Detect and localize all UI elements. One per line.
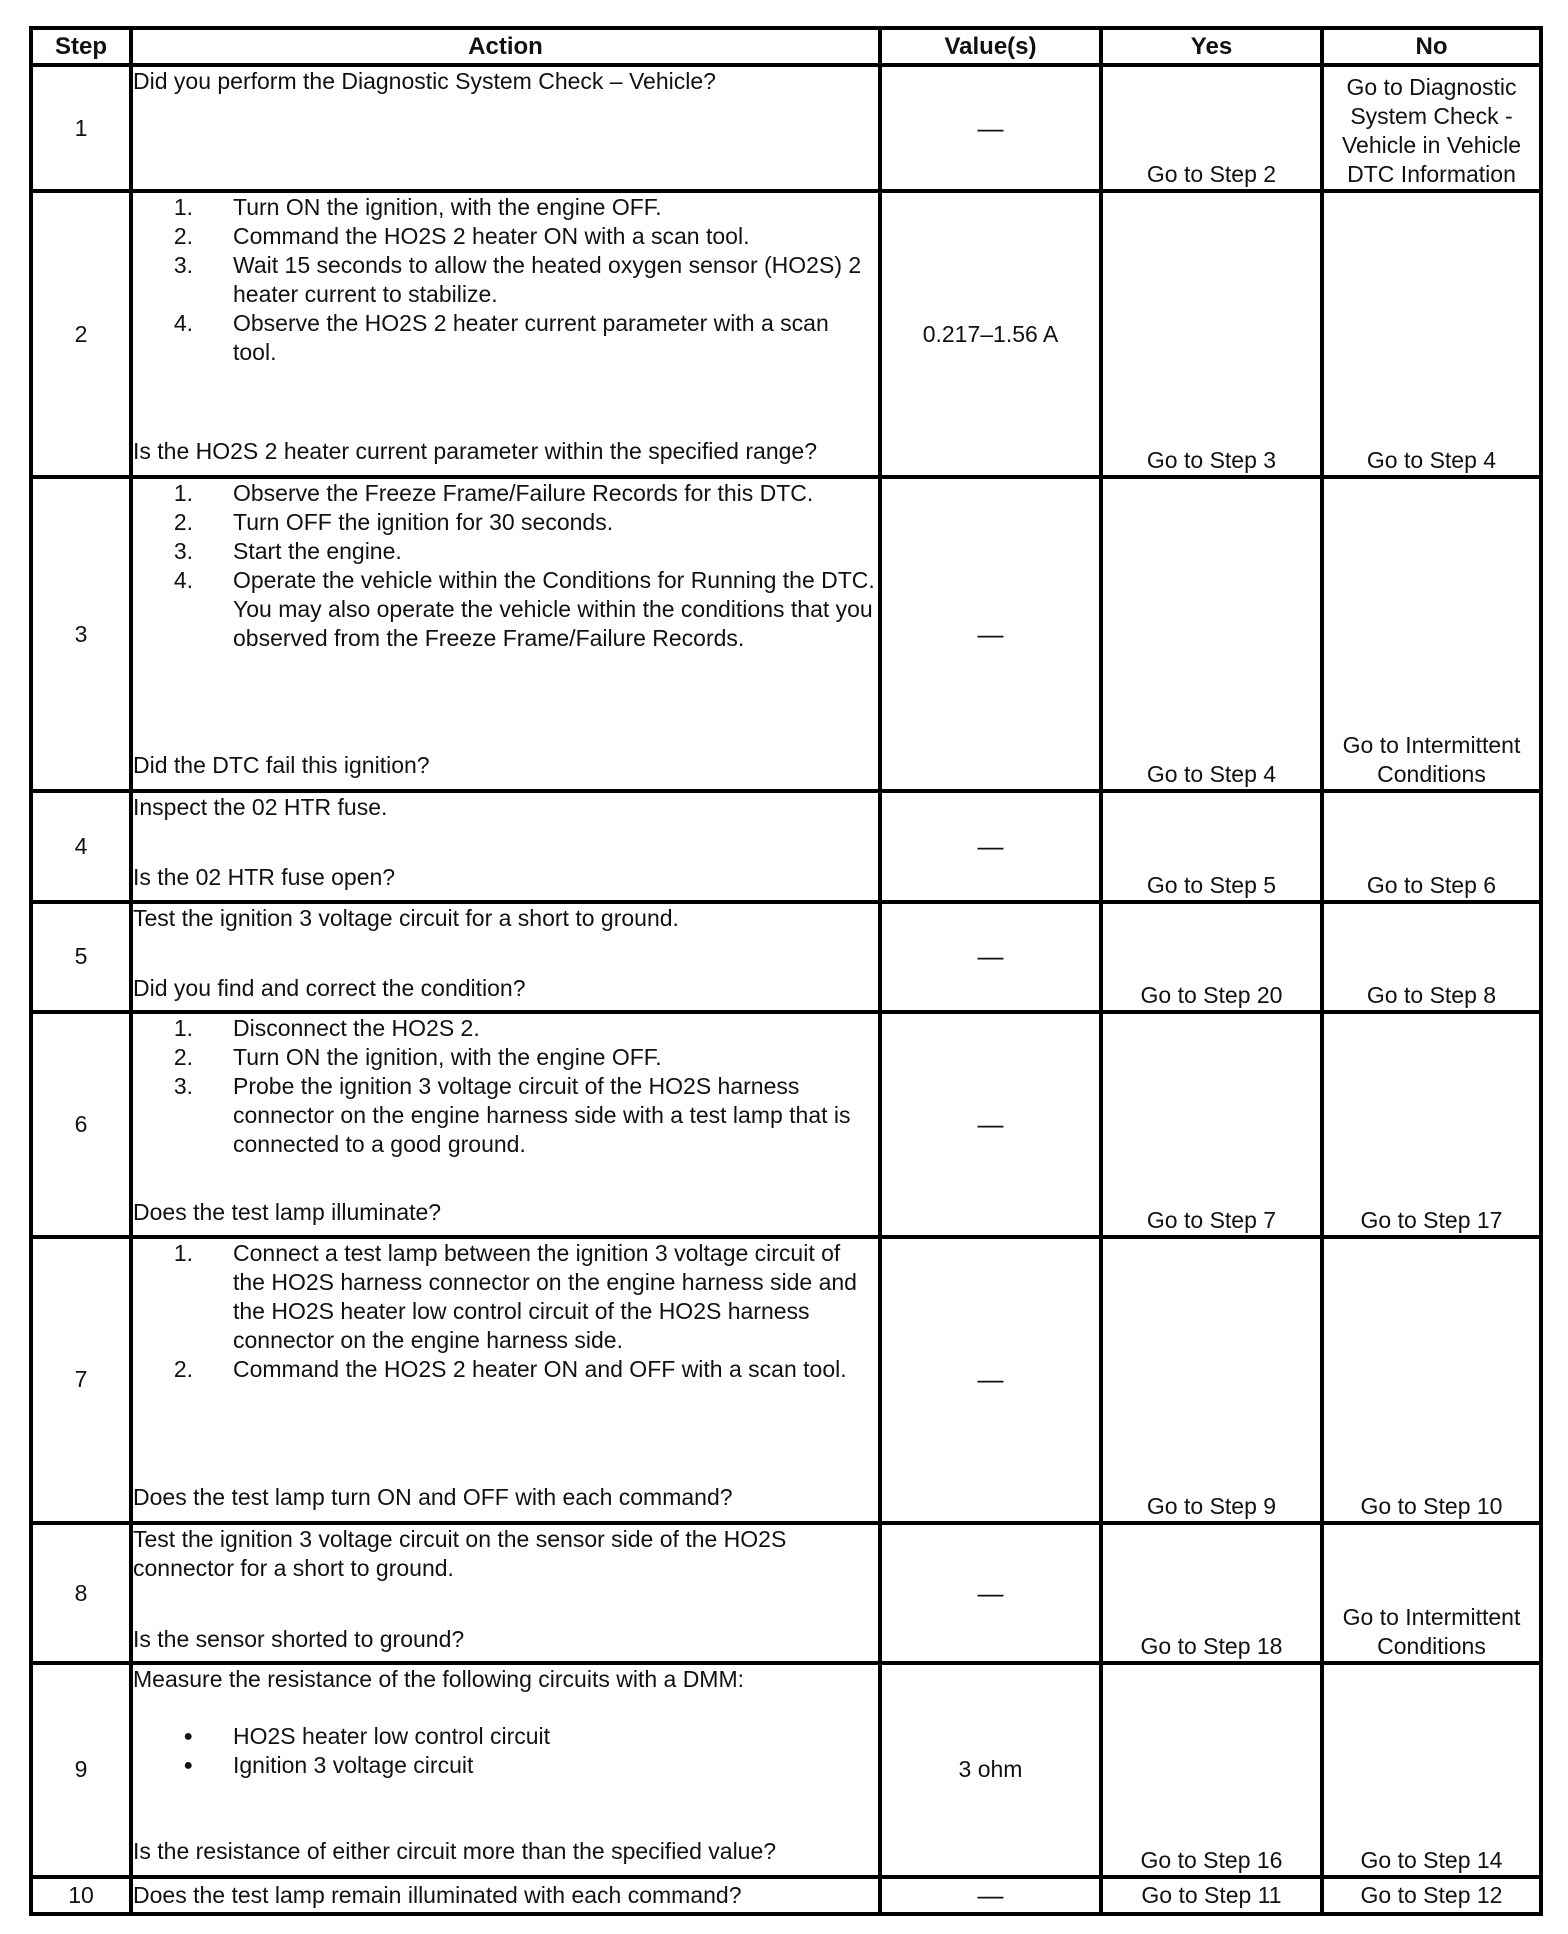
action-intro: Inspect the 02 HTR fuse. (133, 794, 388, 821)
step-number: 4 (31, 791, 131, 901)
no-cell: Go to Step 14 (1322, 1663, 1541, 1876)
header-action: Action (131, 28, 880, 65)
action-question: Did the DTC fail this ignition? (133, 752, 430, 779)
step-number: 10 (31, 1877, 131, 1914)
step-list-item (133, 1043, 878, 1072)
step-list-item (133, 193, 878, 222)
yes-cell: Go to Step 20 (1101, 902, 1322, 1012)
step-list (133, 1014, 878, 1159)
header-values: Value(s) (880, 28, 1101, 65)
step-list-item (133, 1072, 878, 1159)
step-number: 6 (31, 1012, 131, 1237)
item-text: Command the HO2S 2 heater ON with a scan tool. (233, 223, 750, 250)
item-text: Command the HO2S 2 heater ON and OFF with a scan tool. (233, 1356, 847, 1383)
value-cell: — (880, 65, 1101, 191)
bullet-icon: ● (183, 1757, 193, 1775)
action-question: Is the HO2S 2 heater current parameter within the specified range? (133, 438, 817, 465)
bullet-text: Ignition 3 voltage circuit (233, 1752, 474, 1779)
diagnostic-table (29, 26, 1543, 1916)
no-cell: Go to Step 10 (1322, 1237, 1541, 1523)
action-cell (131, 1012, 880, 1237)
step-list (133, 479, 878, 653)
table-row (31, 1663, 1541, 1876)
action-cell (131, 1523, 880, 1663)
action-cell (131, 902, 880, 1012)
action-cell (131, 1877, 880, 1914)
item-text: Start the engine. (233, 538, 402, 565)
step-list-item (133, 479, 878, 508)
step-number: 3 (31, 477, 131, 791)
step-list-item (133, 1355, 878, 1384)
no-cell: Go to Step 12 (1322, 1877, 1541, 1914)
step-list-item (133, 222, 878, 251)
step-list-item (133, 251, 878, 309)
no-cell: Go to Intermittent Conditions (1322, 1523, 1541, 1663)
step-number: 2 (31, 191, 131, 477)
value-cell: — (880, 1012, 1101, 1237)
action-question: Did you find and correct the condition? (133, 974, 526, 1001)
step-list (133, 1239, 878, 1384)
yes-cell: Go to Step 11 (1101, 1877, 1322, 1914)
yes-cell: Go to Step 2 (1101, 65, 1322, 191)
action-cell (131, 1237, 880, 1523)
table-row (31, 902, 1541, 1012)
action-question: Is the resistance of either circuit more than the specified value? (133, 1838, 777, 1865)
value-cell: — (880, 1877, 1101, 1914)
step-list-item (133, 1014, 878, 1043)
step-number: 7 (31, 1237, 131, 1523)
step-list (133, 193, 878, 367)
bullet-list (133, 1722, 878, 1780)
no-cell: Go to Intermittent Conditions (1322, 477, 1541, 791)
table-row (31, 1012, 1541, 1237)
yes-cell: Go to Step 9 (1101, 1237, 1322, 1523)
item-text: Disconnect the HO2S 2. (233, 1014, 480, 1041)
item-text: Observe the Freeze Frame/Failure Records for this DTC. (233, 480, 814, 507)
value-cell: — (880, 1237, 1101, 1523)
action-intro: Measure the resistance of the following circuits with a DMM: (133, 1666, 745, 1693)
action-intro: Test the ignition 3 voltage circuit for a short to ground. (133, 904, 679, 931)
item-number: 1. (173, 1240, 193, 1267)
table-row (31, 791, 1541, 901)
step-number: 5 (31, 902, 131, 1012)
step-list-item (133, 508, 878, 537)
value-cell: 3 ohm (880, 1663, 1101, 1876)
item-number: 1. (173, 480, 193, 507)
item-text: Turn ON the ignition, with the engine OFF. (233, 194, 662, 221)
step-list-item (133, 1239, 878, 1355)
header-no: No (1322, 28, 1541, 65)
item-number: 1. (173, 1014, 193, 1041)
item-text: Wait 15 seconds to allow the heated oxygen sensor (HO2S) 2 heater current to stabilize. (233, 252, 862, 308)
table-row (31, 1237, 1541, 1523)
table-row (31, 65, 1541, 191)
item-number: 2. (173, 1043, 193, 1070)
yes-cell: Go to Step 5 (1101, 791, 1322, 901)
table-row (31, 1877, 1541, 1914)
step-number: 9 (31, 1663, 131, 1876)
no-cell: Go to Diagnostic System Check - Vehicle in Vehicle DTC Information (1322, 65, 1541, 191)
item-number: 3. (173, 538, 193, 565)
item-number: 4. (173, 567, 193, 594)
value-cell: — (880, 791, 1101, 901)
yes-cell: Go to Step 7 (1101, 1012, 1322, 1237)
bullet-item (133, 1722, 878, 1751)
no-cell: Go to Step 4 (1322, 191, 1541, 477)
value-cell: — (880, 477, 1101, 791)
item-text: Connect a test lamp between the ignition 3 voltage circuit of the HO2S harness connector on the engine harness side and the HO2S heater low control circuit of the HO2S harness connector on the engine harness side. (233, 1240, 857, 1354)
value-cell: — (880, 902, 1101, 1012)
item-number: 3. (173, 252, 193, 279)
item-text: Observe the HO2S 2 heater current parameter with a scan tool. (233, 310, 829, 366)
action-cell (131, 65, 880, 191)
table-row (31, 1523, 1541, 1663)
header-step: Step (31, 28, 131, 65)
item-number: 4. (173, 310, 193, 337)
action-question: Is the 02 HTR fuse open? (133, 864, 396, 891)
bullet-item (133, 1751, 878, 1780)
value-cell: — (880, 1523, 1101, 1663)
action-cell (131, 1663, 880, 1876)
step-list-item (133, 309, 878, 367)
header-yes: Yes (1101, 28, 1322, 65)
table-row (31, 477, 1541, 791)
yes-cell: Go to Step 18 (1101, 1523, 1322, 1663)
action-question: Is the sensor shorted to ground? (133, 1625, 465, 1652)
no-cell: Go to Step 17 (1322, 1012, 1541, 1237)
action-intro: Test the ignition 3 voltage circuit on the sensor side of the HO2S connector for a short to ground. (133, 1525, 787, 1581)
yes-cell: Go to Step 4 (1101, 477, 1322, 791)
item-text: Turn OFF the ignition for 30 seconds. (233, 509, 614, 536)
action-intro: Did you perform the Diagnostic System Check – Vehicle? (133, 68, 716, 94)
item-number: 2. (173, 509, 193, 536)
step-list-item (133, 566, 878, 653)
bullet-icon: ● (183, 1728, 193, 1746)
step-list-item (133, 537, 878, 566)
action-intro: Does the test lamp remain illuminated with each command? (133, 1881, 742, 1908)
bullet-text: HO2S heater low control circuit (233, 1723, 551, 1750)
item-text: Probe the ignition 3 voltage circuit of the HO2S harness connector on the engine harness side with a test lamp that is connected to a good ground. (233, 1072, 851, 1157)
action-question: Does the test lamp illuminate? (133, 1198, 442, 1225)
header-row (31, 28, 1541, 65)
item-number: 2. (173, 1356, 193, 1383)
step-number: 1 (31, 65, 131, 191)
item-number: 3. (173, 1072, 193, 1099)
action-cell (131, 791, 880, 901)
item-text: Turn ON the ignition, with the engine OFF. (233, 1043, 662, 1070)
action-question: Does the test lamp turn ON and OFF with each command? (133, 1484, 733, 1511)
table-row (31, 191, 1541, 477)
item-number: 2. (173, 223, 193, 250)
action-cell (131, 477, 880, 791)
item-number: 1. (173, 194, 193, 221)
yes-cell: Go to Step 3 (1101, 191, 1322, 477)
step-number: 8 (31, 1523, 131, 1663)
value-cell: 0.217–1.56 A (880, 191, 1101, 477)
yes-cell: Go to Step 16 (1101, 1663, 1322, 1876)
no-cell: Go to Step 8 (1322, 902, 1541, 1012)
item-text: Operate the vehicle within the Conditions for Running the DTC. You may also operate the vehicle within the conditions that you observed from the Freeze Frame/Failure Records. (233, 567, 875, 652)
no-cell: Go to Step 6 (1322, 791, 1541, 901)
action-cell (131, 191, 880, 477)
